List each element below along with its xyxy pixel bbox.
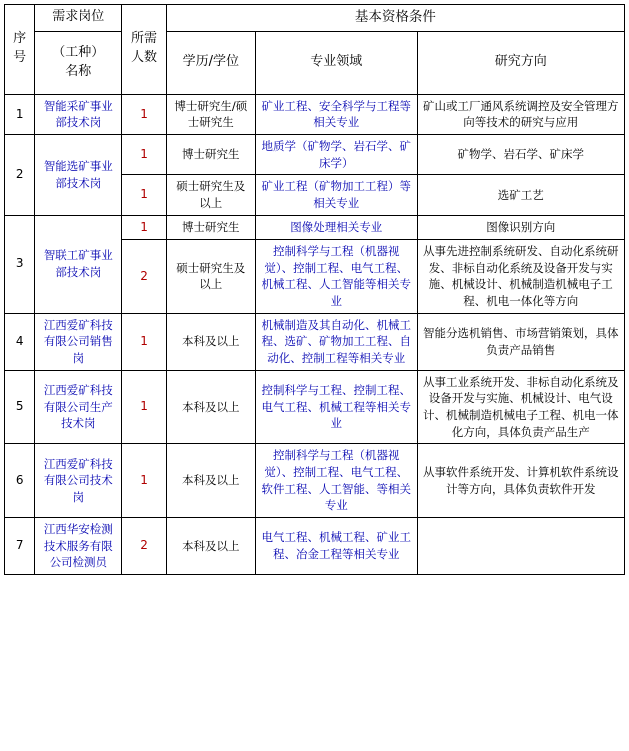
- table-row: [5, 370, 625, 444]
- header-post-bottom: （工种） 名称: [35, 31, 122, 94]
- header-seq-char1: 序号: [13, 31, 27, 66]
- row-research-direction: 从事工业系统开发、非标自动化系统及设备开发与实施、机械设计、电气设计、机械制造机械电子工程、机电一体化方向，具体负责产品生产: [417, 370, 624, 444]
- row-post-name: 智联工矿事业部技术岗: [35, 215, 122, 313]
- row-major: 机械制造及其自动化、机械工程、选矿、矿物加工工程、自动化、控制工程等相关专业: [255, 313, 417, 370]
- table-body: [5, 94, 625, 575]
- row-research-direction: 从事先进控制系统研发、自动化系统研发、非标自动化系统及设备开发与实施、机械设计、机械制造机械电子工程、机电一体化等方向: [417, 239, 624, 313]
- header-number: 所需 人数: [122, 5, 167, 95]
- table-row: [5, 518, 625, 575]
- row-major: 控制科学与工程（机器视觉）、控制工程、电气工程、软件工程、人工智能、等相关专业: [255, 444, 417, 518]
- row-research-direction: 矿山或工厂通风系统调控及安全管理方向等技术的研究与应用: [417, 94, 624, 134]
- row-major: 控制科学与工程（机器视觉）、控制工程、电气工程、机械工程、人工智能等相关专业: [255, 239, 417, 313]
- row-post-name: 江西爱矿科技有限公司销售岗: [35, 313, 122, 370]
- row-sequence: 2: [5, 134, 35, 215]
- row-education: 博士研究生: [166, 215, 255, 239]
- table-row: [5, 444, 625, 518]
- row-major: 电气工程、机械工程、矿业工程、冶金工程等相关专业: [255, 518, 417, 575]
- job-requirements-table: [4, 4, 625, 575]
- header-basic-conditions: 基本资格条件: [166, 5, 624, 32]
- row-sequence: 3: [5, 215, 35, 313]
- row-sequence: 4: [5, 313, 35, 370]
- row-research-direction: 从事软件系统开发、计算机软件系统设计等方向，具体负责软件开发: [417, 444, 624, 518]
- header-direction: 研究方向: [417, 31, 624, 94]
- row-major: 矿业工程（矿物加工工程）等相关专业: [255, 175, 417, 215]
- row-major: 矿业工程、安全科学与工程等相关专业: [255, 94, 417, 134]
- table-row: [5, 134, 625, 174]
- row-major: 图像处理相关专业: [255, 215, 417, 239]
- row-headcount: 1: [122, 370, 167, 444]
- row-headcount: 1: [122, 444, 167, 518]
- row-post-name: 智能采矿事业部技术岗: [35, 94, 122, 134]
- row-post-name: 江西华安检测技术服务有限公司检测员: [35, 518, 122, 575]
- row-headcount: 2: [122, 239, 167, 313]
- row-sequence: 7: [5, 518, 35, 575]
- row-education: 博士研究生/硕士研究生: [166, 94, 255, 134]
- header-education: 学历/学位: [166, 31, 255, 94]
- row-headcount: 2: [122, 518, 167, 575]
- header-seq: [5, 5, 35, 95]
- row-headcount: 1: [122, 215, 167, 239]
- row-sequence: 1: [5, 94, 35, 134]
- table-row: [5, 215, 625, 239]
- table-row: [5, 313, 625, 370]
- row-sequence: 6: [5, 444, 35, 518]
- row-education: 本科及以上: [166, 518, 255, 575]
- row-education: 本科及以上: [166, 313, 255, 370]
- row-major: 地质学（矿物学、岩石学、矿床学）: [255, 134, 417, 174]
- row-headcount: 1: [122, 94, 167, 134]
- row-education: 本科及以上: [166, 444, 255, 518]
- table-header: [5, 5, 625, 95]
- row-post-name: 江西爱矿科技有限公司生产技术岗: [35, 370, 122, 444]
- row-education: 博士研究生: [166, 134, 255, 174]
- table-row: [5, 94, 625, 134]
- row-headcount: 1: [122, 313, 167, 370]
- row-research-direction: 选矿工艺: [417, 175, 624, 215]
- table-header-row-2: [5, 31, 625, 94]
- row-post-name: 智能选矿事业部技术岗: [35, 134, 122, 215]
- row-education: 本科及以上: [166, 370, 255, 444]
- header-post-top: 需求岗位: [35, 5, 122, 32]
- header-major: 专业领域: [255, 31, 417, 94]
- row-education: 硕士研究生及以上: [166, 239, 255, 313]
- table-header-row-1: [5, 5, 625, 32]
- row-research-direction: 矿物学、岩石学、矿床学: [417, 134, 624, 174]
- row-sequence: 5: [5, 370, 35, 444]
- row-headcount: 1: [122, 134, 167, 174]
- row-research-direction: [417, 518, 624, 575]
- row-headcount: 1: [122, 175, 167, 215]
- row-research-direction: 图像识别方向: [417, 215, 624, 239]
- row-research-direction: 智能分选机销售、市场营销策划，具体负责产品销售: [417, 313, 624, 370]
- row-major: 控制科学与工程、控制工程、电气工程、机械工程等相关专业: [255, 370, 417, 444]
- row-education: 硕士研究生及以上: [166, 175, 255, 215]
- row-post-name: 江西爱矿科技有限公司技术岗: [35, 444, 122, 518]
